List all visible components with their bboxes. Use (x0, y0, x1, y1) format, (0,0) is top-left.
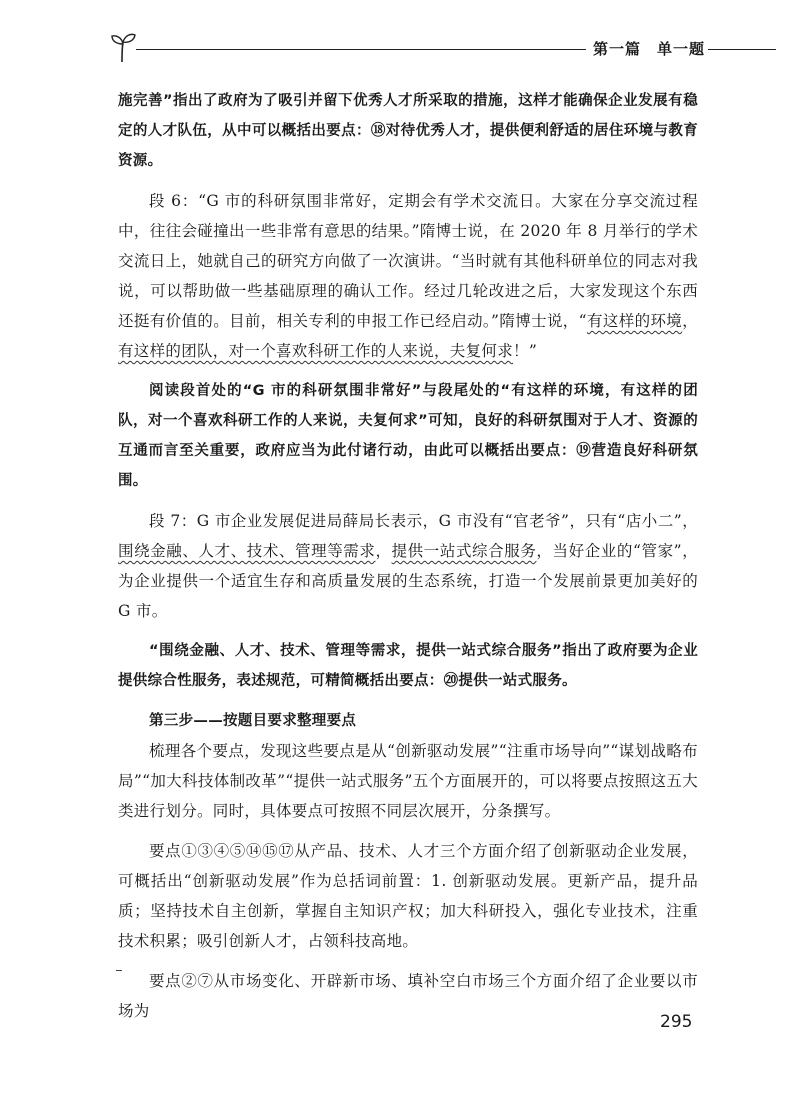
paragraph-8 (118, 966, 698, 1026)
paragraph-3 (118, 376, 698, 496)
paragraph-1 (118, 86, 698, 176)
underlined-phrase: 围绕金融、人才、技术、管理等需求 (118, 542, 376, 560)
punctuation: ， (375, 542, 392, 560)
paragraph-2 (118, 186, 698, 366)
paragraph-4-text: 段 7：G 市企业发展促进局薛局长表示，G 市没有“官老爷”，只有“店小二”， (149, 512, 698, 530)
page-body (118, 86, 698, 1036)
punctuation: ， (682, 312, 698, 330)
paragraph-5-text: “围绕金融、人才、技术、管理等需求，提供一站式综合服务”指出了政府要为企业提供综合性服务，表述规范，可精简概括出要点：⑳提供一站式服务。 (118, 643, 698, 689)
paragraph-5 (118, 636, 698, 696)
underlined-phrase: 有这样的团队，对一个喜欢科研工作的人来说，夫复何求 (118, 342, 514, 360)
page-number: 295 (660, 1012, 693, 1032)
paragraph-2-text: 段 6：“G 市的科研氛围非常好，定期会有学术交流日。大家在分享交流过程中，往往会碰撞出一些非常有意思的结果。”隋博士说，在 2020 年 8 月举行的学术交流日上，她就自己的研究方向做了一次演讲。“当时就有其他科研单位的同志对我说，可以帮助做一些基础原理的确认工作。经过几轮改进之后，大家发现这个东西还挺有价值的。目前，相关专利的申报工作已经启动。”隋博士说，“ (118, 192, 698, 330)
step-heading: 第三步——按题目要求整理要点 (149, 713, 357, 729)
sprout-icon (108, 30, 138, 64)
header-rule-left (136, 49, 586, 50)
paragraph-1-text: 施完善”指出了政府为了吸引并留下优秀人才所采取的措施，这样才能确保企业发展有稳定的人才队伍，从中可以概括出要点：⑱对待优秀人才，提供便利舒适的居住环境与教育资源。 (118, 93, 698, 169)
paragraph-7-text: 要点①③④⑤⑭⑮⑰从产品、技术、人才三个方面介绍了创新驱动企业发展，可概括出“创新驱动发展”作为总括词前置：1. 创新驱动发展。更新产品，提升品质；坚持技术自主创新，掌握自主知识产权；加大科研投入，强化专业技术，注重技术积累；吸引创新人才，占领科技高地。 (118, 842, 698, 950)
paragraph-6-text: 梳理各个要点，发现这些要点是从“创新驱动发展”“注重市场导向”“谋划战略布局”“加大科技体制改革”“提供一站式服务”五个方面展开的，可以将要点按照这五大类进行划分。同时，具体要点可按照不同层次展开，分条撰写。 (118, 742, 698, 820)
punctuation: ！” (513, 342, 538, 360)
paragraph-4-text-end: ，当好企业的“管家”，为企业提供一个适宜生存和高质量发展的生态系统，打造一个发展前景更加美好的 G 市。 (118, 542, 698, 620)
header-rule-right (708, 49, 776, 50)
underlined-phrase: 提供一站式综合服务 (391, 542, 537, 560)
margin-mark (116, 970, 122, 971)
paragraph-7 (118, 836, 698, 956)
paragraph-3-text: 阅读段首处的“G 市的科研氛围非常好”与段尾处的“有这样的环境，有这样的团队，对一个喜欢科研工作的人来说，夫复何求”可知，良好的科研氛围对于人才、资源的互通而言至关重要，政府应当为此付诸行动，由此可以概括出要点：⑲营造良好科研氛围。 (118, 383, 698, 489)
section-title: 第一篇 单一题 (593, 40, 706, 58)
paragraph-8-text: 要点②⑦从市场变化、开辟新市场、填补空白市场三个方面介绍了企业要以市场为 (118, 972, 698, 1020)
paragraph-6 (118, 736, 698, 826)
paragraph-4 (118, 506, 698, 626)
underlined-phrase: 有这样的环境 (586, 312, 683, 330)
page-header (108, 30, 776, 66)
